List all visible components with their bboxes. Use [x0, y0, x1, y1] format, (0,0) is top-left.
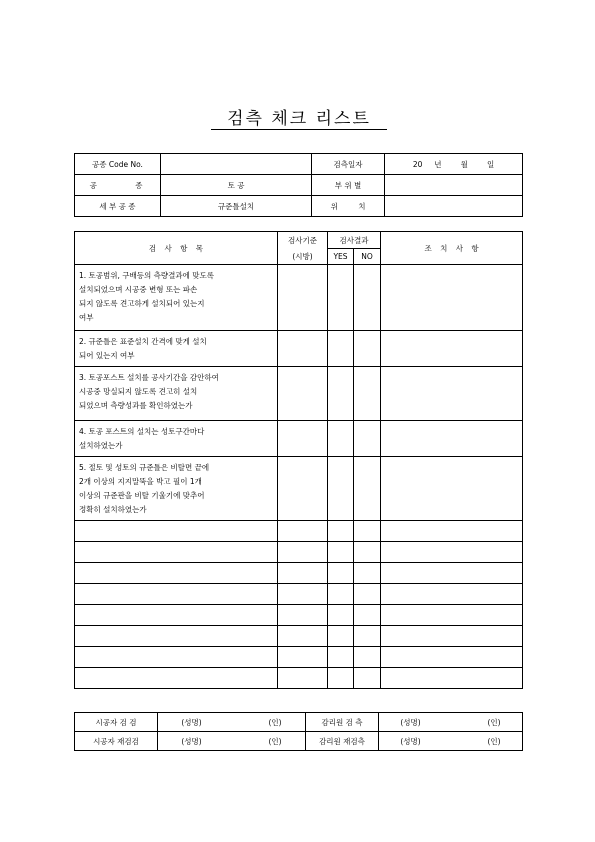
checklist-empty-yes-cell[interactable] — [328, 668, 354, 689]
checklist-standard-cell[interactable] — [278, 331, 328, 367]
location-value[interactable] — [385, 196, 523, 217]
checklist-action-cell[interactable] — [381, 367, 523, 421]
checklist-empty-yes-cell[interactable] — [328, 647, 354, 668]
checklist-empty-yes-cell[interactable] — [328, 542, 354, 563]
date-label: 검측일자 — [312, 154, 385, 175]
checklist-yes-cell[interactable] — [328, 331, 354, 367]
info-row-work-type — [75, 175, 523, 196]
checklist-empty-standard-cell[interactable] — [278, 563, 328, 584]
date-month-unit: 월 — [460, 159, 468, 169]
checklist-empty-no-cell[interactable] — [354, 647, 381, 668]
info-row-detail — [75, 196, 523, 217]
supervisor-inspector-label: 감리원 검 측 — [306, 713, 379, 732]
checklist-empty-row — [75, 626, 523, 647]
checklist-item-text — [75, 265, 278, 331]
checklist-item-text — [75, 331, 278, 367]
header-standard-sub: (시방) — [278, 249, 328, 265]
checklist-empty-action-cell[interactable] — [381, 584, 523, 605]
contractor-reinspector-sign[interactable] — [158, 732, 306, 751]
code-value[interactable] — [161, 154, 312, 175]
checklist-action-cell[interactable] — [381, 457, 523, 521]
work-type-label: 공 종 — [75, 175, 161, 196]
checklist-item-line: 3. 토공포스트 설치를 공사기간을 감안하여 — [79, 373, 219, 382]
title-underline — [211, 129, 387, 130]
checklist-empty-item-cell[interactable] — [75, 626, 278, 647]
checklist-empty-standard-cell[interactable] — [278, 626, 328, 647]
checklist-empty-no-cell[interactable] — [354, 542, 381, 563]
checklist-empty-no-cell[interactable] — [354, 584, 381, 605]
checklist-empty-action-cell[interactable] — [381, 563, 523, 584]
signature-table — [74, 712, 523, 751]
checklist-empty-item-cell[interactable] — [75, 584, 278, 605]
checklist-empty-yes-cell[interactable] — [328, 584, 354, 605]
sign-label: (성명) — [400, 717, 421, 727]
checklist-item-text — [75, 421, 278, 457]
checklist-item-line: 되어 있는지 여부 — [79, 351, 135, 360]
checklist-no-cell[interactable] — [354, 367, 381, 421]
checklist-empty-standard-cell[interactable] — [278, 668, 328, 689]
checklist-yes-cell[interactable] — [328, 367, 354, 421]
checklist-item-line: 5. 절토 및 성토의 규준틀은 비탈면 끝에 — [79, 463, 210, 472]
checklist-empty-row — [75, 584, 523, 605]
checklist-action-cell[interactable] — [381, 331, 523, 367]
checklist-item-line: 2. 규준틀은 표준설치 간격에 맞게 설치 — [79, 337, 207, 346]
checklist-item-text — [75, 457, 278, 521]
checklist-empty-row — [75, 563, 523, 584]
checklist-item-line: 2개 이상의 지지말뚝을 박고 필이 1개 — [79, 477, 202, 486]
header-no: NO — [354, 249, 381, 265]
contractor-inspector-sign[interactable] — [158, 713, 306, 732]
checklist-item-text — [75, 367, 278, 421]
checklist-item-line: 설치되었으며 시공중 변형 또는 파손 — [79, 285, 198, 294]
checklist-item-line: 설치하였는가 — [79, 441, 123, 450]
checklist-item-line: 이상의 규준판을 비탈 기울기에 맞추어 — [79, 491, 205, 500]
checklist-empty-no-cell[interactable] — [354, 521, 381, 542]
checklist-empty-item-cell[interactable] — [75, 521, 278, 542]
date-year: 20 — [412, 159, 423, 169]
header-standard: 검사기준 — [278, 232, 328, 249]
code-label: 공종 Code No. — [75, 154, 161, 175]
checklist-empty-standard-cell[interactable] — [278, 605, 328, 626]
checklist-empty-no-cell[interactable] — [354, 668, 381, 689]
checklist-item-line: 여부 — [79, 313, 94, 322]
supervisor-reinspector-sign[interactable] — [379, 732, 523, 751]
checklist-empty-item-cell[interactable] — [75, 605, 278, 626]
checklist-standard-cell[interactable] — [278, 421, 328, 457]
checklist-yes-cell[interactable] — [328, 457, 354, 521]
date-day-unit: 일 — [486, 159, 495, 169]
checklist-yes-cell[interactable] — [328, 265, 354, 331]
checklist-empty-no-cell[interactable] — [354, 605, 381, 626]
signature-row-inspection — [75, 713, 523, 732]
checklist-item-line: 정확히 설치하였는가 — [79, 505, 147, 514]
checklist-item-line: 되었으며 측량성과를 확인하였는가 — [79, 401, 193, 410]
checklist-empty-yes-cell[interactable] — [328, 521, 354, 542]
checklist-no-cell[interactable] — [354, 421, 381, 457]
detail-label: 세 부 공 종 — [75, 196, 161, 217]
header-yes: YES — [328, 249, 354, 265]
supervisor-reinspector-label: 감리원 재검측 — [306, 732, 379, 751]
section-value[interactable] — [385, 175, 523, 196]
seal-label: (인) — [487, 736, 501, 746]
date-year-unit: 년 — [434, 159, 442, 169]
info-row-code — [75, 154, 523, 175]
checklist-empty-action-cell[interactable] — [381, 521, 523, 542]
checklist-empty-row — [75, 542, 523, 563]
header-action: 조 치 사 항 — [381, 232, 523, 265]
header-item: 검 사 항 목 — [75, 232, 278, 265]
checklist-empty-item-cell[interactable] — [75, 542, 278, 563]
checklist-empty-no-cell[interactable] — [354, 626, 381, 647]
checklist-empty-standard-cell[interactable] — [278, 647, 328, 668]
checklist-item-row — [75, 331, 523, 367]
checklist-empty-yes-cell[interactable] — [328, 563, 354, 584]
supervisor-inspector-sign[interactable] — [379, 713, 523, 732]
checklist-item-row — [75, 367, 523, 421]
checklist-action-cell[interactable] — [381, 265, 523, 331]
work-type-value[interactable]: 토 공 — [161, 175, 312, 196]
section-label: 부 위 별 — [312, 175, 385, 196]
checklist-empty-action-cell[interactable] — [381, 647, 523, 668]
checklist-yes-cell[interactable] — [328, 421, 354, 457]
seal-label: (인) — [268, 736, 282, 746]
contractor-inspector-label: 시공자 검 검 — [75, 713, 158, 732]
checklist-item-line: 시공중 망실되지 않도록 견고히 설치 — [79, 387, 198, 396]
date-value[interactable] — [385, 154, 523, 175]
detail-value[interactable]: 규준틀설치 — [161, 196, 312, 217]
header-result: 검사결과 — [328, 232, 381, 249]
checklist-empty-action-cell[interactable] — [381, 626, 523, 647]
checklist-item-row — [75, 457, 523, 521]
sign-label: (성명) — [400, 736, 421, 746]
checklist-item-line: 되지 않도록 견고하게 설치되어 있는지 — [79, 299, 205, 308]
checklist-item-row — [75, 421, 523, 457]
sign-label: (성명) — [181, 736, 202, 746]
checklist-action-cell[interactable] — [381, 421, 523, 457]
checklist-standard-cell[interactable] — [278, 457, 328, 521]
checklist-empty-yes-cell[interactable] — [328, 626, 354, 647]
checklist-header-row — [75, 232, 523, 249]
page-title: 검측 체크 리스트 — [227, 109, 371, 129]
checklist-standard-cell[interactable] — [278, 265, 328, 331]
checklist-empty-row — [75, 647, 523, 668]
seal-label: (인) — [268, 717, 282, 727]
checklist-empty-no-cell[interactable] — [354, 563, 381, 584]
checklist-empty-yes-cell[interactable] — [328, 605, 354, 626]
checklist-empty-row — [75, 521, 523, 542]
checklist-empty-item-cell[interactable] — [75, 563, 278, 584]
signature-row-reinspection — [75, 732, 523, 751]
info-table — [74, 153, 523, 217]
checklist-empty-standard-cell[interactable] — [278, 584, 328, 605]
checklist-standard-cell[interactable] — [278, 367, 328, 421]
checklist-empty-standard-cell[interactable] — [278, 521, 328, 542]
checklist-empty-action-cell[interactable] — [381, 668, 523, 689]
checklist-item-line: 1. 토공범위, 구배등의 측량결과에 맞도록 — [79, 271, 214, 280]
checklist-item-row — [75, 265, 523, 331]
checklist-empty-standard-cell[interactable] — [278, 542, 328, 563]
seal-label: (인) — [487, 717, 501, 727]
checklist-item-line: 4. 토공 포스트의 설치는 성토구간마다 — [79, 427, 205, 436]
location-label: 위 치 — [312, 196, 385, 217]
checklist-empty-action-cell[interactable] — [381, 605, 523, 626]
checklist-empty-item-cell[interactable] — [75, 647, 278, 668]
checklist-table — [74, 231, 523, 689]
checklist-empty-item-cell[interactable] — [75, 668, 278, 689]
sign-label: (성명) — [181, 717, 202, 727]
contractor-reinspector-label: 시공자 재검검 — [75, 732, 158, 751]
checklist-empty-row — [75, 605, 523, 626]
checklist-no-cell[interactable] — [354, 457, 381, 521]
checklist-no-cell[interactable] — [354, 265, 381, 331]
checklist-empty-rows — [75, 521, 523, 689]
checklist-empty-row — [75, 668, 523, 689]
checklist-no-cell[interactable] — [354, 331, 381, 367]
checklist-items — [75, 265, 523, 521]
checklist-empty-action-cell[interactable] — [381, 542, 523, 563]
